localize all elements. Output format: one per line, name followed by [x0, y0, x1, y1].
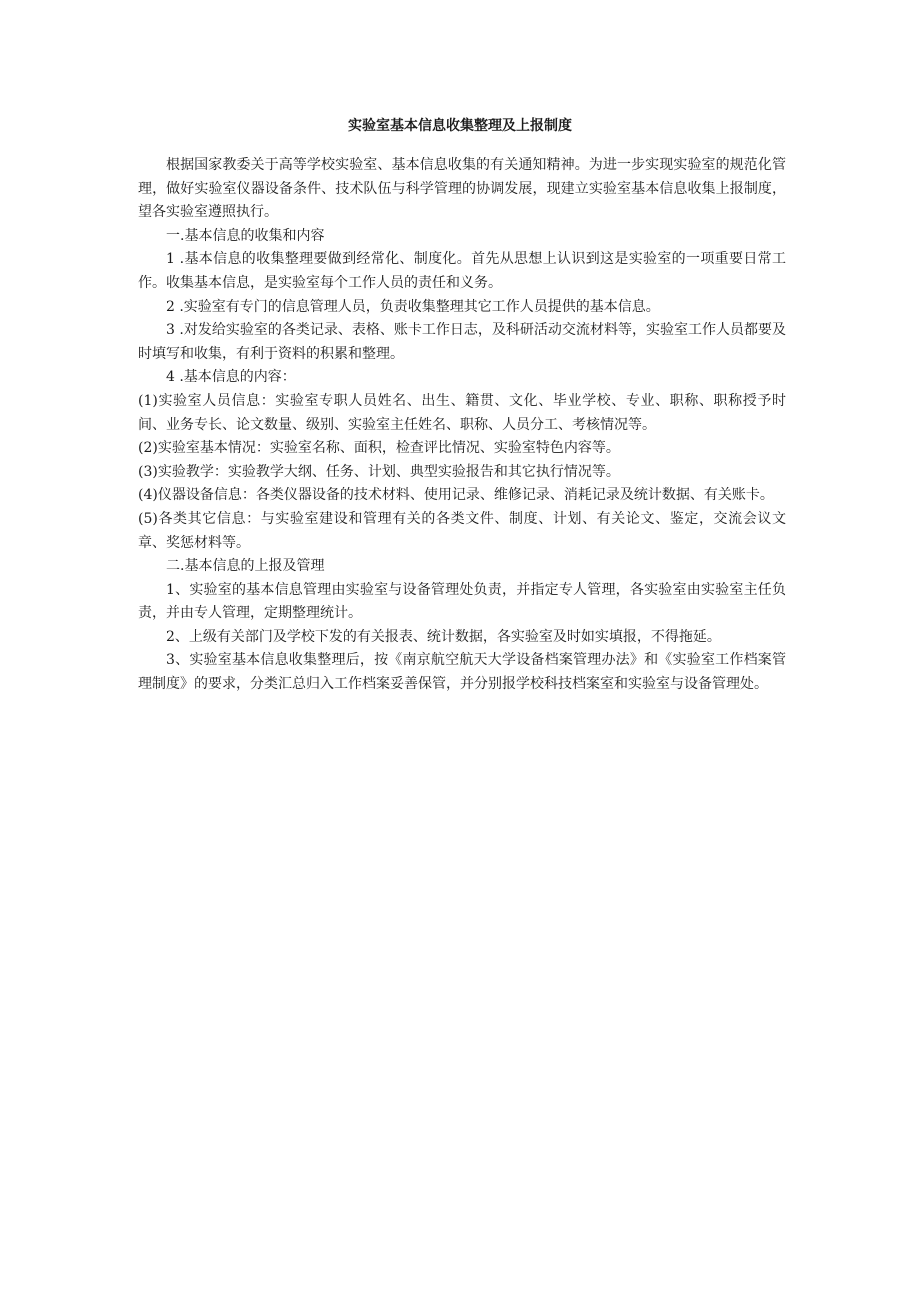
info-content-subitem: (2)实验室基本情况：实验室名称、面积，检查评比情况、实验室特色内容等。 [138, 440, 620, 457]
info-content-subitem: (4)仪器设备信息：各类仪器设备的技术材料、使用记录、维修记录、消耗记录及统计数据、有关账卡。 [138, 487, 774, 504]
section-1-heading: 一.基本信息的收集和内容 [166, 227, 325, 244]
section-2-heading: 二.基本信息的上报及管理 [166, 558, 325, 575]
section-2-item: 2、上级有关部门及学校下发的有关报表、统计数据，各实验室及时如实填报，不得拖延。 [166, 628, 721, 645]
section-1-item: 2 .实验室有专门的信息管理人员，负责收集整理其它工作人员提供的基本信息。 [166, 298, 660, 315]
info-content-subitem: (3)实验教学：实验教学大纲、任务、计划、典型实验报告和其它执行情况等。 [138, 463, 620, 480]
section-1-item: 3 .对发给实验室的各类记录、表格、账卡工作日志，及科研活动交流材料等，实验室工作人员都要及时填写和收集，有利于资料的积累和整理。 [138, 322, 786, 362]
info-content-subitem: (1)实验室人员信息：实验室专职人员姓名、出生、籍贯、文化、毕业学校、专业、职称、职称授予时间、业务专长、论文数量、级别、实验室主任姓名、职称、人员分工、考核情况等。 [138, 392, 786, 433]
document-title: 实验室基本信息收集整理及上报制度 [348, 118, 572, 134]
section-1-item: 1 .基本信息的收集整理要做到经常化、制度化。首先从思想上认识到这是实验室的一项重要日常工作。收集基本信息，是实验室每个工作人员的责任和义务。 [138, 251, 786, 291]
section-1-item: 4 .基本信息的内容： [166, 369, 296, 386]
section-2-item: 1、实验室的基本信息管理由实验室与设备管理处负责，并指定专人管理，各实验室由实验室主任负责，并由专人管理，定期整理统计。 [138, 581, 786, 622]
info-content-subitem: (5)各类其它信息：与实验室建设和管理有关的各类文件、制度、计划、有关论文、鉴定，交流会议文章、奖惩材料等。 [138, 510, 786, 551]
section-2-item: 3、实验室基本信息收集整理后，按《南京航空航天大学设备档案管理办法》和《实验室工作档案管理制度》的要求，分类汇总归入工作档案妥善保管，并分别报学校科技档案室和实验室与设备管理处。 [138, 652, 786, 693]
intro-paragraph: 根据国家教委关于高等学校实验室、基本信息收集的有关通知精神。为进一步实现实验室的规范化管理，做好实验室仪器设备条件、技术队伍与科学管理的协调发展，现建立实验室基本信息收集上报制度，望各实验室遵照执行。 [138, 157, 786, 221]
document-body [138, 154, 786, 697]
